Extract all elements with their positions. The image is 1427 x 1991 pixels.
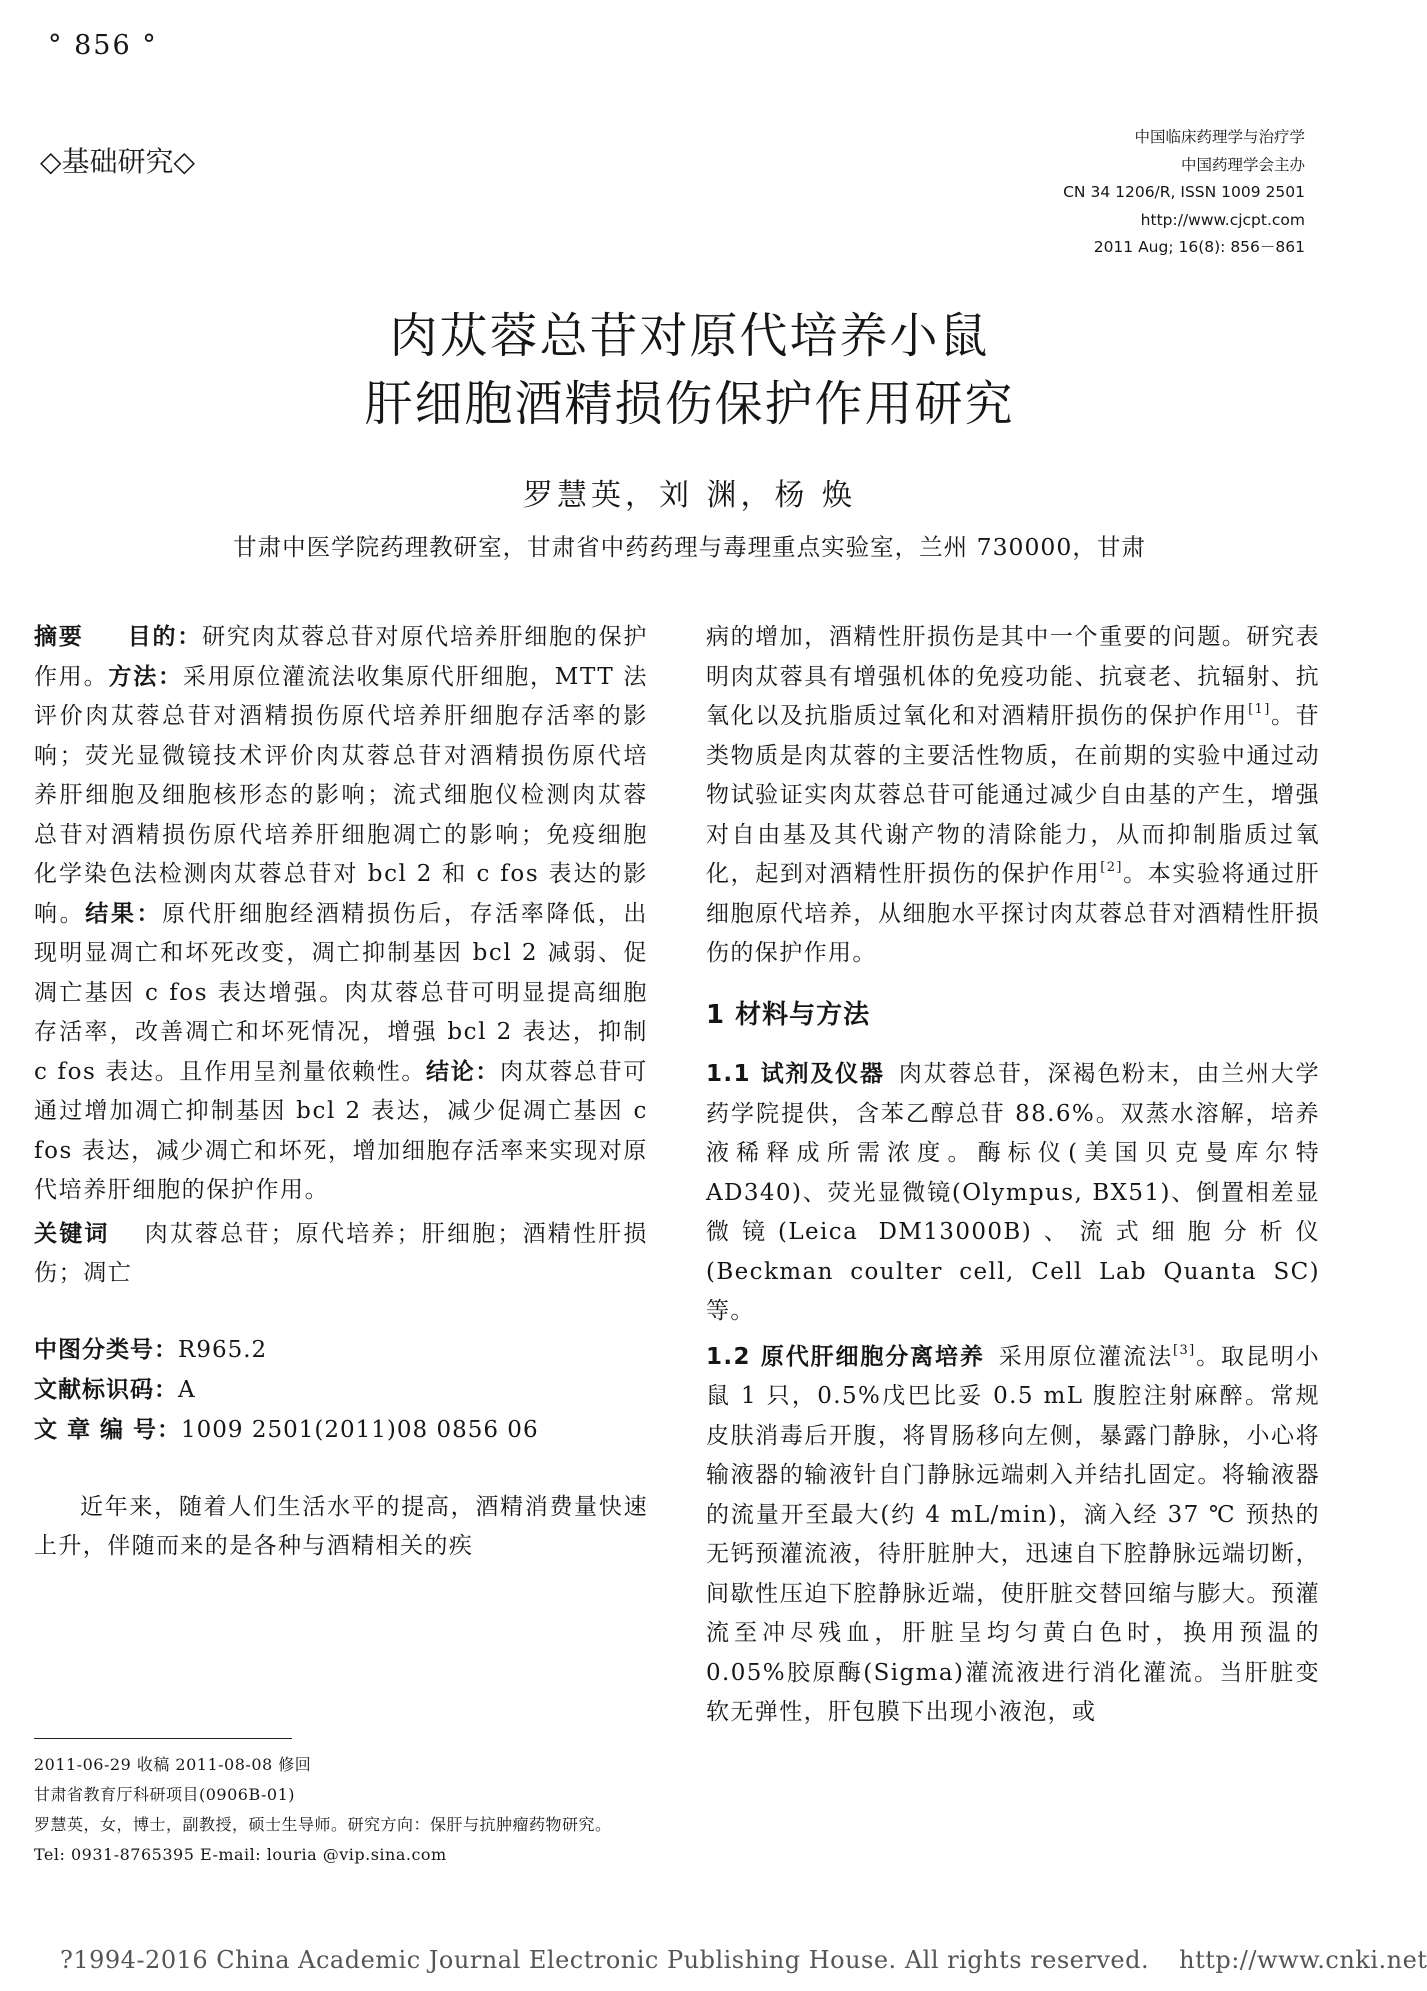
footnote-contact: Tel: 0931-8765395 E-mail: louria @vip.sina.com: [34, 1845, 447, 1864]
section-1-heading: 1 材料与方法: [706, 999, 871, 1030]
doc-row: [34, 1370, 648, 1410]
section-1-1: [706, 1055, 1320, 1332]
section-1-2-text-1: 采用原位灌流法: [998, 1343, 1173, 1370]
section-1-2-text-2: 。取昆明小鼠 1 只，0.5%戊巴比妥 0.5 mL 腹腔注射麻醉。常规皮肤消毒后开腹，将胃肠移向左侧，暴露门静脉，小心将输液器的输液针自门静脉远端刺入并结扎固定。将输液器的流量开至最大(约 4 mL/min)，滴入经 37 ℃ 预热的无钙预灌流液，待肝脏肿大，迅速自下腔静脉远端切断，间歇性压迫下腔静脉近端，使肝脏交替回缩与膨大。预灌流至冲尽残血，肝脏呈均匀黄白色时，换用预温的 0.05%胶原酶(Sigma)灌流液进行消化灌流。当肝脏变软无弹性，肝包膜下出现小液泡，或: [706, 1343, 1321, 1725]
footnote-rule: [34, 1738, 292, 1739]
journal-issue: 2011 Aug; 16(8): 856－861: [1093, 238, 1305, 256]
intro-part-3: 。本实验将通过肝细胞原代培养，从细胞水平探讨肉苁蓉总苷对酒精性肝损伤的保护作用。: [706, 861, 1320, 966]
watermark-url[interactable]: http://www.cnki.net: [1179, 1946, 1427, 1974]
clc-label: 中图分类号：: [34, 1336, 178, 1363]
journal-name: 中国临床药理学与治疗学: [1134, 128, 1305, 146]
section-1-2-heading: 1.2 原代肝细胞分离培养: [706, 1343, 985, 1370]
conclusion-text: 肉苁蓉总苷可通过增加凋亡抑制基因 bcl 2 表达，减少促凋亡基因 c fos 表达，减少凋亡和坏死，增加细胞存活率来实现对原代培养肝细胞的保护作用。: [34, 1058, 648, 1203]
intro-continued: [706, 618, 1320, 974]
clc-value: R965.2: [178, 1336, 268, 1363]
ref-1[interactable]: [1]: [1248, 702, 1271, 717]
journal-info: [1063, 124, 1305, 262]
ref-2[interactable]: [2]: [1100, 860, 1123, 875]
results-text: 原代肝细胞经酒精损伤后，存活率降低，出现明显凋亡和坏死改变，凋亡抑制基因 bcl 2 减弱、促凋亡基因 c fos 表达增强。肉苁蓉总苷可明显提高细胞存活率，改善凋亡和坏死情况，增强 bcl 2 表达，抑制 c fos 表达。且作用呈剂量依赖性。: [34, 900, 649, 1085]
methods-text: 采用原位灌流法收集原代肝细胞，MTT 法评价肉苁蓉总苷对酒精损伤原代培养肝细胞存活率的影响；荧光显微镜技术评价肉苁蓉总苷对酒精损伤原代培养肝细胞及细胞核形态的影响；流式细胞仪检测肉苁蓉总苷对酒精损伤原代培养肝细胞凋亡的影响；免疫细胞化学染色法检测肉苁蓉总苷对 bcl 2 和 c fos 表达的影响。: [34, 663, 648, 927]
title-line-1: 肉苁蓉总苷对原代培养小鼠: [389, 308, 990, 364]
keywords-label: 关键词: [34, 1220, 110, 1247]
intro-part-2: 。苷类物质是肉苁蓉的主要活性物质，在前期的实验中通过动物试验证实肉苁蓉总苷可能通过减少自由基的产生，增强对自由基及其代谢产物的清除能力，从而抑制脂质过氧化，起到对酒精性肝损伤的保护作用: [706, 703, 1320, 887]
journal-sponsor: 中国药理学会主办: [1180, 155, 1305, 174]
footnotes: [34, 1750, 654, 1870]
footnote-bio: 罗慧英，女，博士，副教授，硕士生导师。研究方向：保肝与抗肿瘤药物研究。: [34, 1815, 612, 1834]
section-1-1-text: 肉苁蓉总苷，深褐色粉末，由兰州大学药学院提供，含苯乙醇总苷 88.6%。双蒸水溶解，培养液稀释成所需浓度。酶标仪(美国贝克曼库尔特 AD340)、荧光显微镜(Olympus, BX51)、倒置相差显微镜(Leica DM13000B)、流式细胞分析仪(Beckman coulter cell, Cell Lab Quanta SC)等。: [706, 1061, 1320, 1324]
intro-left-text: 近年来，随着人们生活水平的提高，酒精消费量快速上升，伴随而来的是各种与酒精相关的疾: [34, 1493, 648, 1559]
abstract-label: 摘要: [34, 624, 84, 650]
article-value: 1009 2501(2011)08 0856 06: [181, 1416, 539, 1443]
article-label: 文 章 编 号：: [34, 1416, 182, 1443]
article-row: [34, 1410, 648, 1450]
keywords: [34, 1215, 648, 1294]
footnote-dates: 2011-06-29 收稿 2011-08-08 修回: [34, 1755, 312, 1774]
conclusion-label: 结论：: [426, 1058, 501, 1085]
abstract: [34, 618, 648, 1211]
results-label: 结果：: [85, 900, 163, 927]
page-number: ° 856 °: [48, 30, 158, 61]
footnote-fund: 甘肃省教育厅科研项目(0906B-01): [34, 1785, 296, 1804]
aim-text: 研究肉苁蓉总苷对原代培养肝细胞的保护作用。: [34, 624, 648, 690]
affiliation: 甘肃中医学院药理教研室，甘肃省中药药理与毒理重点实验室，兰州 730000，甘肃: [233, 533, 1146, 561]
methods-label: 方法：: [108, 663, 183, 690]
section-1-2: [706, 1338, 1320, 1733]
left-column: [34, 618, 648, 1567]
title-line-2: 肝细胞酒精损伤保护作用研究: [364, 376, 1015, 432]
section-1-1-heading: 1.1 试剂及仪器: [706, 1061, 885, 1087]
classification: [34, 1330, 648, 1450]
copyright-watermark: [60, 1946, 1427, 1974]
authors: 罗慧英，刘 渊，杨 焕: [522, 478, 857, 513]
doc-label: 文献标识码：: [34, 1376, 178, 1403]
keywords-text: 肉苁蓉总苷；原代培养；肝细胞；酒精性肝损伤；凋亡: [34, 1220, 648, 1286]
clc-row: [34, 1330, 648, 1370]
paper-title: [0, 302, 1379, 438]
watermark-text: ?1994-2016 China Academic Journal Electronic Publishing House. All rights reserved.: [60, 1946, 1150, 1974]
section-tag: ◇基础研究◇: [40, 145, 196, 178]
journal-url[interactable]: http://www.cjcpt.com: [1140, 210, 1305, 229]
journal-issn: CN 34 1206/R, ISSN 1009 2501: [1063, 183, 1305, 201]
intro-part-1: 病的增加，酒精性肝损伤是其中一个重要的问题。研究表明肉苁蓉具有增强机体的免疫功能、抗衰老、抗辐射、抗氧化以及抗脂质过氧化和对酒精肝损伤的保护作用: [706, 624, 1320, 729]
right-column: [706, 618, 1320, 1733]
ref-3[interactable]: [3]: [1172, 1342, 1196, 1358]
doc-value: A: [178, 1376, 196, 1403]
aim-label: 目的：: [127, 624, 203, 650]
